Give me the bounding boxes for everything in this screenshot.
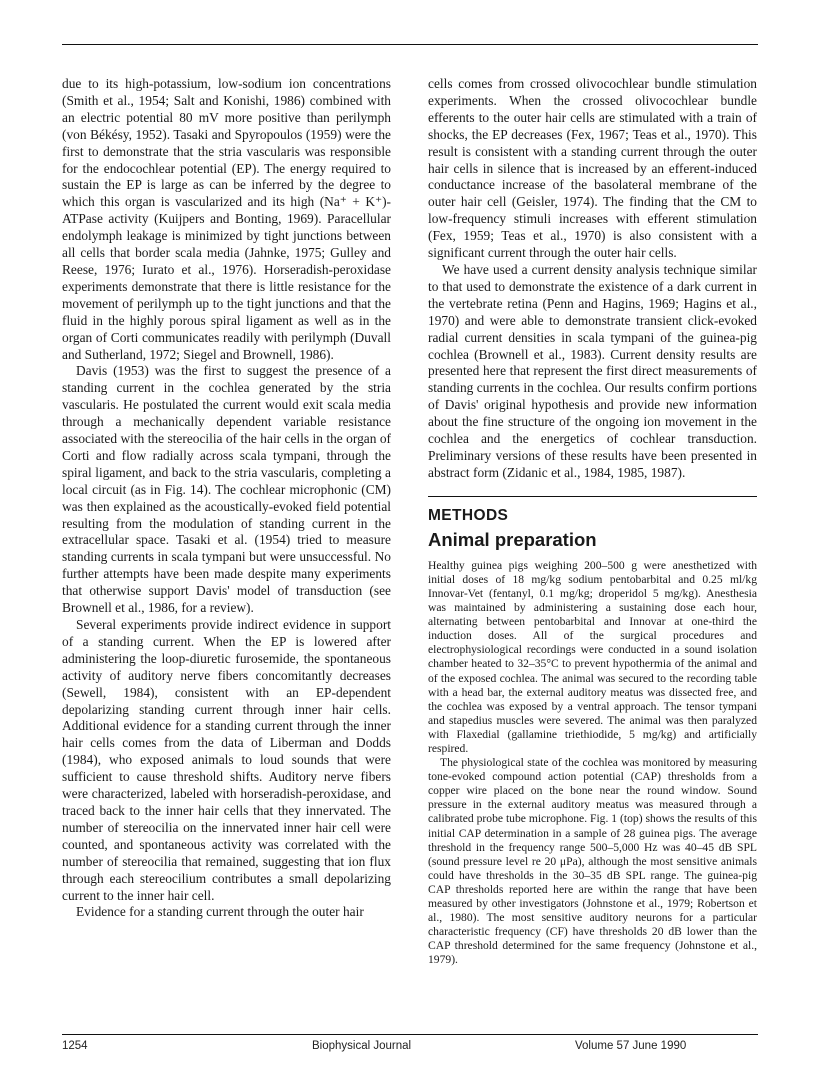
paragraph-davis-hypothesis: Davis (1953) was the first to suggest the presence of a standing current in the cochlea generated by the stria vascularis. He postulated the current would exit scala media through a mechanically dependent variable resistance associated with the stereocilia of the hair cells in the organ of Corti and flow radially across scala tympani, through the spiral ligament, and back to the stria vascularis, completing a local circuit (as in Fig. 14). The cochlear microphonic (CM) was then explained as the acoustically-evoked field potential resulting from the modulation of standing current in the extracellular space. Tasaki et al. (1954) tried to measure standing currents in scala tympani but were unsuccessful. No further attempts have been made despite many experiments that otherwise support Davis' model of transduction (see Brownell et al., 1986, for a review).	[62, 363, 391, 616]
paragraph-current-density: We have used a current density analysis technique similar to that used to demonstrate the existence of a dark current in the vertebrate retina (Penn and Hagins, 1969; Hagins et al., 1970) and were able to demonstrate transient click-evoked radial current densities in scala tympani of the guinea-pig cochlea (Brownell et al., 1983). Current density results are presented here that represent the first direct measurements of standing currents in the cochlea. Our results confirm portions of Davis' original hypothesis and provide new information about the fine structure of the ongoing ion movement in the cochlea and the energetics of cochlear transduction. Preliminary versions of these results have been presented in abstract form (Zidanic et al., 1984, 1985, 1987).	[428, 261, 757, 480]
paragraph-indirect-evidence: Several experiments provide indirect evidence in support of a standing current. When the EP is lowered after administering the loop-diuretic furosemide, the spontaneous activity of auditory nerve fibers concomitantly decreases (Sewell, 1984), consistent with an EP-dependent depolarizing standing current through inner hair cells. Additional evidence for a standing current through the inner hair cells comes from the data of Liberman and Dodds (1984), who exposed animals to loud sounds that were sufficient to cause threshold shifts. Auditory nerve fibers were characterized, labeled with horseradish-peroxidase, and traced back to the inner hair cells that they innervated. The number of stereocilia on the innervated inner hair cell were counted, and spontaneous activity was correlated with the number of stereocilia that remained, suggesting that ion flux through each stereocilium contributes a small depolarizing current to the inner hair cell.	[62, 617, 391, 903]
page-number: 1254	[62, 1040, 88, 1052]
top-rule	[62, 44, 758, 45]
paragraph-anesthesia: Healthy guinea pigs weighing 200–500 g were anesthetized with initial doses of 18 mg/kg sodium pentobarbital and 0.25 ml/kg Innovar-Vet (fentanyl, 0.1 mg/kg; droperidol 5 mg/kg). Anesthesia was maintained by administering a sustaining dose each hour, alternating between pentobarbital and Innovar at one-third the induction doses. All of the surgical procedures and electrophysiological recordings were conducted in a sound isolation chamber heated to 32–35°C to prevent hypothermia of the animal and of the exposed cochlea. The animal was secured to the recording table with a head bar, the external auditory meatus was dissected free, and the cochlea was exposed by a ventral approach. The tensor tympani and stapedius muscles were severed. The animal was then paralyzed with Flaxedial (gallamine triethiodide, 5 mg/kg) and artificially respired.	[428, 558, 757, 755]
paragraph-outer-hair-evidence: Evidence for a standing current through the outer hair	[76, 904, 364, 920]
page-footer	[62, 1040, 758, 1056]
footer-rule	[62, 1034, 758, 1035]
paragraph-cap-thresholds: The physiological state of the cochlea was monitored by measuring tone-evoked compound action potential (CAP) thresholds from a copper wire placed on the bone near the round window. Sound pressure in the external auditory meatus was measured through a calibrated probe tube microphone. Fig. 1 (top) shows the results of this initial CAP determination in a sample of 28 guinea pigs. The average threshold in the frequency range 500–5,000 Hz was 40–45 dB SPL (sound pressure level re 20 μPa), although the most sensitive animals could have thresholds in the 30–35 dB SPL range. The guinea-pig CAP thresholds reported here are within the range that have been measured by other investigators (Johnstone et al., 1979; Robertson et al., 1980). The most sensitive auditory neurons for a particular characteristic frequency (CF) have thresholds 20 dB lower than the CAP threshold determined for the same frequency (Johnstone et al., 1979).	[428, 756, 757, 967]
section-heading-animal-preparation: Animal preparation	[428, 528, 597, 550]
volume-date: Volume 57 June 1990	[575, 1040, 687, 1052]
methods-rule	[428, 496, 757, 497]
right-column	[428, 76, 757, 967]
paragraph-stria-vascularis: due to its high-potassium, low-sodium ion concentrations (Smith et al., 1954; Salt and Konishi, 1986) combined with an electric potential 80 mV more positive than perilymph (von Békésy, 1952). Tasaki and Spyropoulos (1959) were the first to demonstrate that the stria vascularis was responsible for the endocochlear potential (EP). The energy required to sustain the EP is large as can be inferred by the degree to which this organ is vascularized and its high (Na⁺ + K⁺)-ATPase activity (Kuijpers and Bonting, 1969). Paracellular endolymph leakage is minimized by tight junctions between all cells that border scala media (Jahnke, 1975; Gulley and Reese, 1976; Iurato et al., 1976). Horseradish-peroxidase experiments demonstrate that there is little resistance for the movement of perilymph up to the tight junctions and that the fluid in the highly porous spiral ligament as well as in the organ of Corti communicates readily with perilymph (Duvall and Sutherland, 1972; Siegel and Brownell, 1986).	[62, 76, 391, 362]
journal-name: Biophysical Journal	[312, 1040, 412, 1052]
left-column	[62, 76, 391, 921]
methods-heading: METHODS	[428, 506, 509, 524]
paragraph-olivocochlear: cells comes from crossed olivocochlear bundle stimulation experiments. When the crossed olivocochlear bundle efferents to the outer hair cells are stimulated with a train of shocks, the EP decreases (Fex, 1967; Teas et al., 1970). This result is consistent with a standing current through the outer hair cells in silence that is increased by an efferent-induced conductance increase of the basolateral membrane of the outer hair cell (Geisler, 1974). The finding that the CM to low-frequency stimuli increases with efferent stimulation (Fex, 1959; Teas et al., 1970) is also consistent with a significant current through the outer hair cells.	[428, 76, 757, 261]
